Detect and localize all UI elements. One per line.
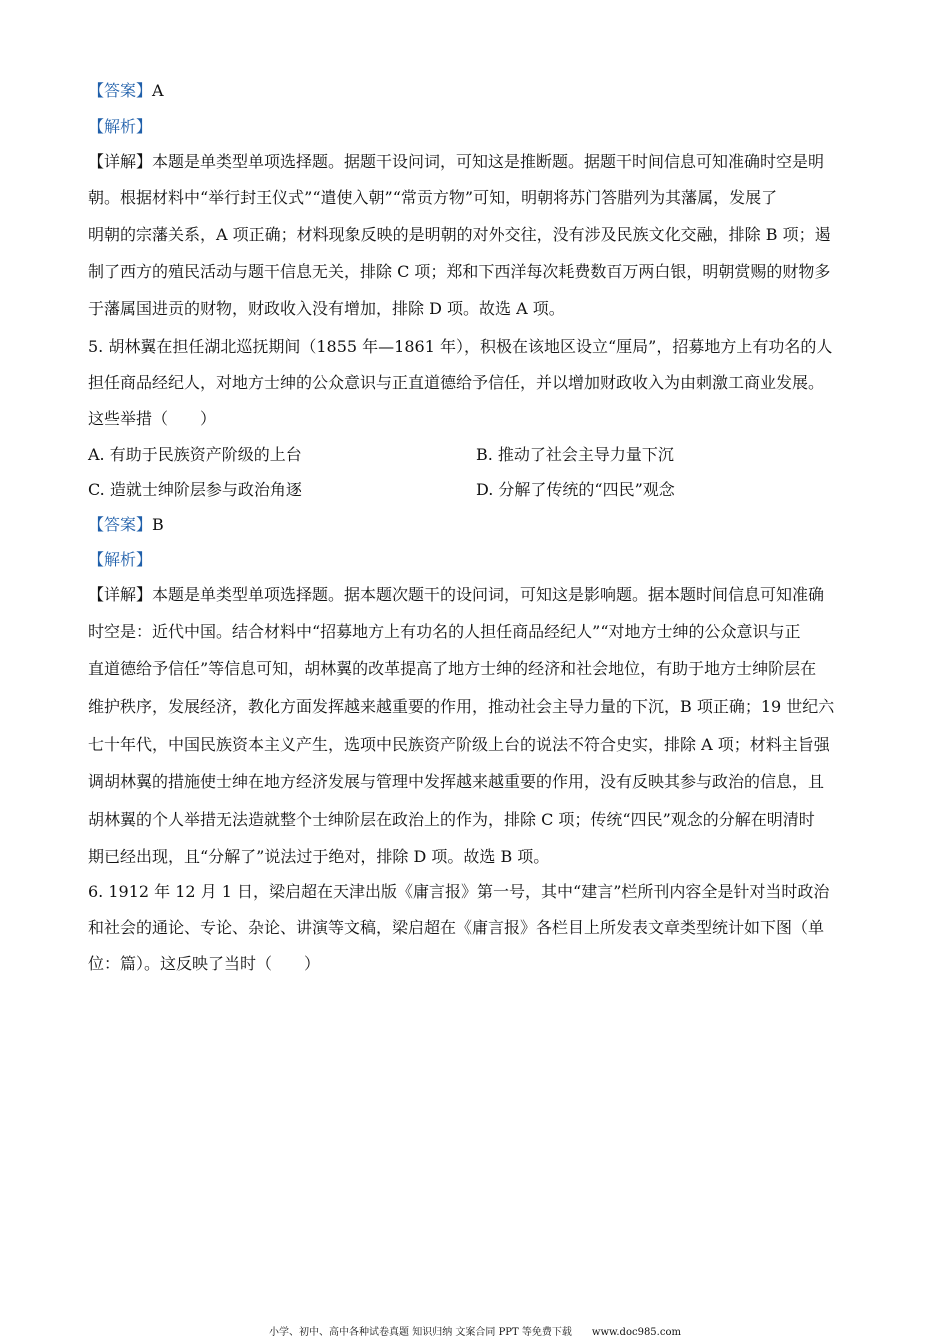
q4-detail-line-5: 于藩属国进贡的财物，财政收入没有增加，排除 D 项。故选 A 项。 — [88, 299, 565, 318]
q6-stem-line-3: 位：篇）。这反映了当时（ ） — [88, 954, 321, 973]
q6-stem-line-2: 和社会的通论、专论、杂论、讲演等文稿，梁启超在《庸言报》各栏目上所发表文章类型统计如下图（单 — [88, 918, 825, 937]
q4-answer-line — [88, 80, 164, 102]
q5-answer-line — [88, 514, 164, 536]
page-footer: 小学、初中、高中各种试卷真题 知识归纳 文案合同 PPT 等免费下载 www.doc985.com — [269, 1327, 681, 1338]
q5-stem-line-3: 这些举措（ ） — [88, 409, 217, 428]
q5-detail-line-2: 时空是：近代中国。结合材料中“招募地方上有功名的人担任商品经纪人”“对地方士绅的公众意识与正 — [88, 622, 801, 641]
q5-detail-line-5: 七十年代，中国民族资本主义产生，选项中民族资产阶级上台的说法不符合史实，排除 A 项；材料主旨强 — [88, 735, 830, 754]
q4-detail-line-4: 制了西方的殖民活动与题干信息无关，排除 C 项；郑和下西洋每次耗费数百万两白银，明朝赏赐的财物多 — [88, 262, 831, 281]
detail-label: 【详解】 — [88, 152, 153, 171]
q5-detail-line-4: 维护秩序，发展经济，教化方面发挥越来越重要的作用，推动社会主导力量的下沉，B 项正确；19 世纪六 — [88, 697, 835, 716]
q4-detail-line-3: 明朝的宗藩关系，A 项正确；材料现象反映的是明朝的对外交往，没有涉及民族文化交融，排除 B 项；遏 — [88, 225, 831, 244]
answer-label: 【答案】 — [88, 81, 153, 100]
detail-label: 【详解】 — [88, 585, 153, 604]
q5-option-a: A. 有助于民族资产阶级的上台 — [88, 445, 302, 464]
answer-value: B — [152, 515, 164, 534]
q5-detail-line-7: 胡林翼的个人举措无法造就整个士绅阶层在政治上的作为，排除 C 项；传统“四民”观念的分解在明清时 — [88, 810, 815, 829]
q5-option-c: C. 造就士绅阶层参与政治角逐 — [88, 480, 302, 499]
q4-detail-line-2: 朝。根据材料中“举行封王仪式”“遣使入朝”“常贡方物”可知，明朝将苏门答腊列为其藩属，发展了 — [88, 188, 778, 207]
q5-option-d: D. 分解了传统的“四民”观念 — [476, 480, 675, 499]
q5-option-b: B. 推动了社会主导力量下沉 — [476, 445, 674, 464]
q5-stem-line-2: 担任商品经纪人，对地方士绅的公众意识与正直道德给予信任，并以增加财政收入为由刺激工商业发展。 — [88, 373, 825, 392]
detail-text: 本题是单类型单项选择题。据本题次题干的设问词，可知这是影响题。据本题时间信息可知准确 — [152, 585, 825, 604]
analysis-label: 【解析】 — [88, 117, 153, 136]
q5-detail-line-3: 直道德给予信任”等信息可知，胡林翼的改革提高了地方士绅的经济和社会地位，有助于地方士绅阶层在 — [88, 659, 817, 678]
q5-detail-line-6: 调胡林翼的措施使士绅在地方经济发展与管理中发挥越来越重要的作用，没有反映其参与政治的信息，且 — [88, 772, 825, 791]
q6-stem-line-1: 6. 1912 年 12 月 1 日，梁启超在天津出版《庸言报》第一号，其中“建言”栏所刊内容全是针对当时政治 — [88, 882, 830, 901]
q5-stem-line-1: 5. 胡林翼在担任湖北巡抚期间（1855 年—1861 年），积极在该地区设立“厘局”，招募地方上有功名的人 — [88, 337, 833, 356]
detail-text: 本题是单类型单项选择题。据题干设问词，可知这是推断题。据题干时间信息可知准确时空是明 — [152, 152, 825, 171]
q5-detail-line-8: 期已经出现，且“分解了”说法过于绝对，排除 D 项。故选 B 项。 — [88, 847, 550, 866]
answer-value: A — [152, 81, 164, 100]
analysis-label: 【解析】 — [88, 550, 153, 569]
answer-label: 【答案】 — [88, 515, 153, 534]
q5-detail-line-1 — [88, 584, 824, 606]
q4-detail-line-1 — [88, 151, 824, 173]
